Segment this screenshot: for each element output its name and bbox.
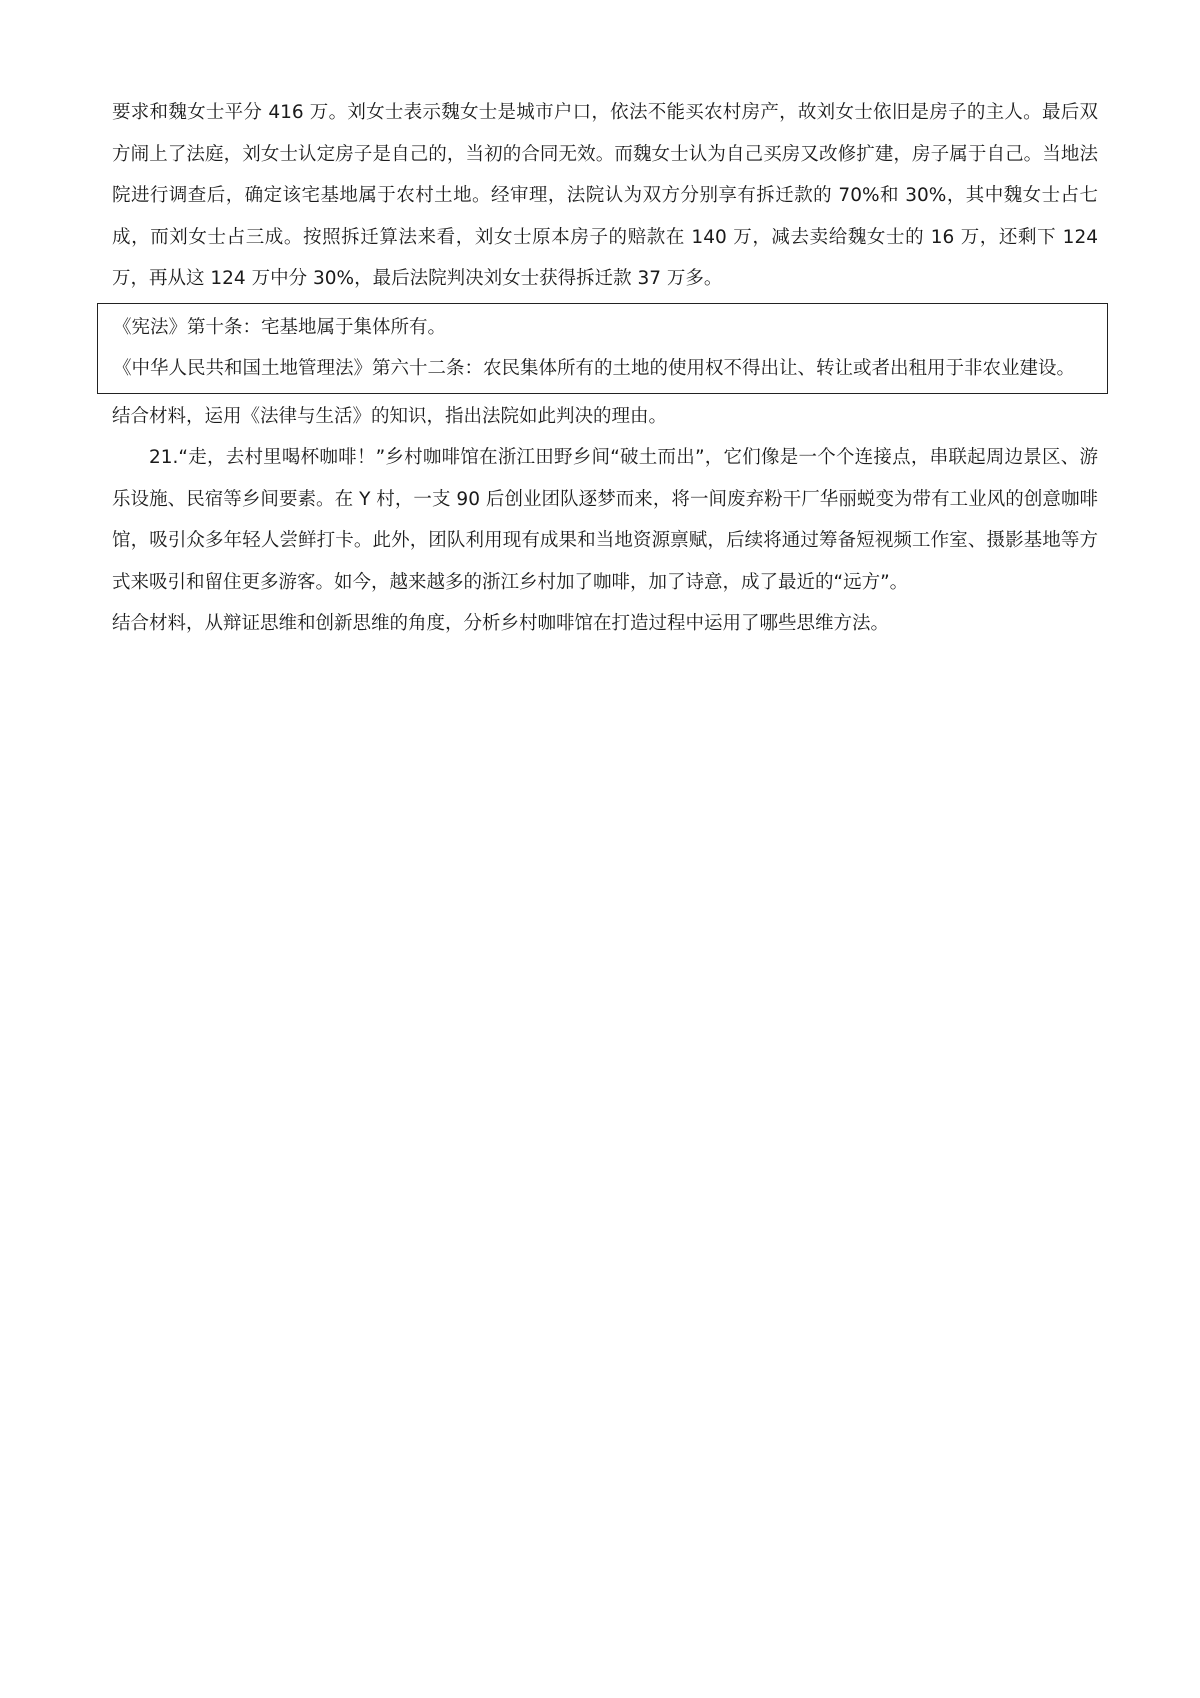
document-content (112, 92, 1098, 645)
question-20-prompt: 结合材料，运用《法律与生活》的知识，指出法院如此判决的理由。 (112, 405, 668, 427)
law-excerpt-line-1: 《宪法》第十条：宅基地属于集体所有。 (113, 316, 447, 338)
question-21-prompt: 结合材料，从辩证思维和创新思维的角度，分析乡村咖啡馆在打造过程中运用了哪些思维方法。 (112, 613, 890, 634)
question-21-material: 21.“走，去村里喝杯咖啡！”乡村咖啡馆在浙江田野乡间“破土而出”，它们像是一个个连接点，串联起周边景区、游乐设施、民宿等乡间要素。在 Y 村，一支 90 后创业团队逐梦而来，将一间废弃粉干厂华丽蜕变为带有工业风的创意咖啡馆，吸引众多年轻人尝鲜打卡。此外，团队利用现有成果和当地资源禀赋，后续将通过筹备短视频工作室、摄影基地等方式来吸引和留住更多游客。如今，越来越多的浙江乡村加了咖啡，加了诗意，成了最近的“远方”。 (112, 447, 1098, 593)
law-excerpt-line-2: 《中华人民共和国土地管理法》第六十二条：农民集体所有的土地的使用权不得出让、转让或者出租用于非农业建设。 (113, 358, 1076, 379)
case-paragraph: 要求和魏女士平分 416 万。刘女士表示魏女士是城市户口，依法不能买农村房产，故刘女士依旧是房子的主人。最后双方闹上了法庭，刘女士认定房子是自己的，当初的合同无效。而魏女士认为自己买房又改修扩建，房子属于自己。当地法院进行调查后，确定该宅基地属于农村土地。经审理，法院认为双方分别享有拆迁款的 70%和 30%，其中魏女士占七成，而刘女士占三成。按照拆迁算法来看，刘女士原本房子的赔款在 140 万，减去卖给魏女士的 16 万，还剩下 124 万，再从这 124 万中分 30%，最后法院判决刘女士获得拆迁款 37 万多。 (112, 102, 1098, 289)
law-excerpt-box (97, 303, 1108, 394)
